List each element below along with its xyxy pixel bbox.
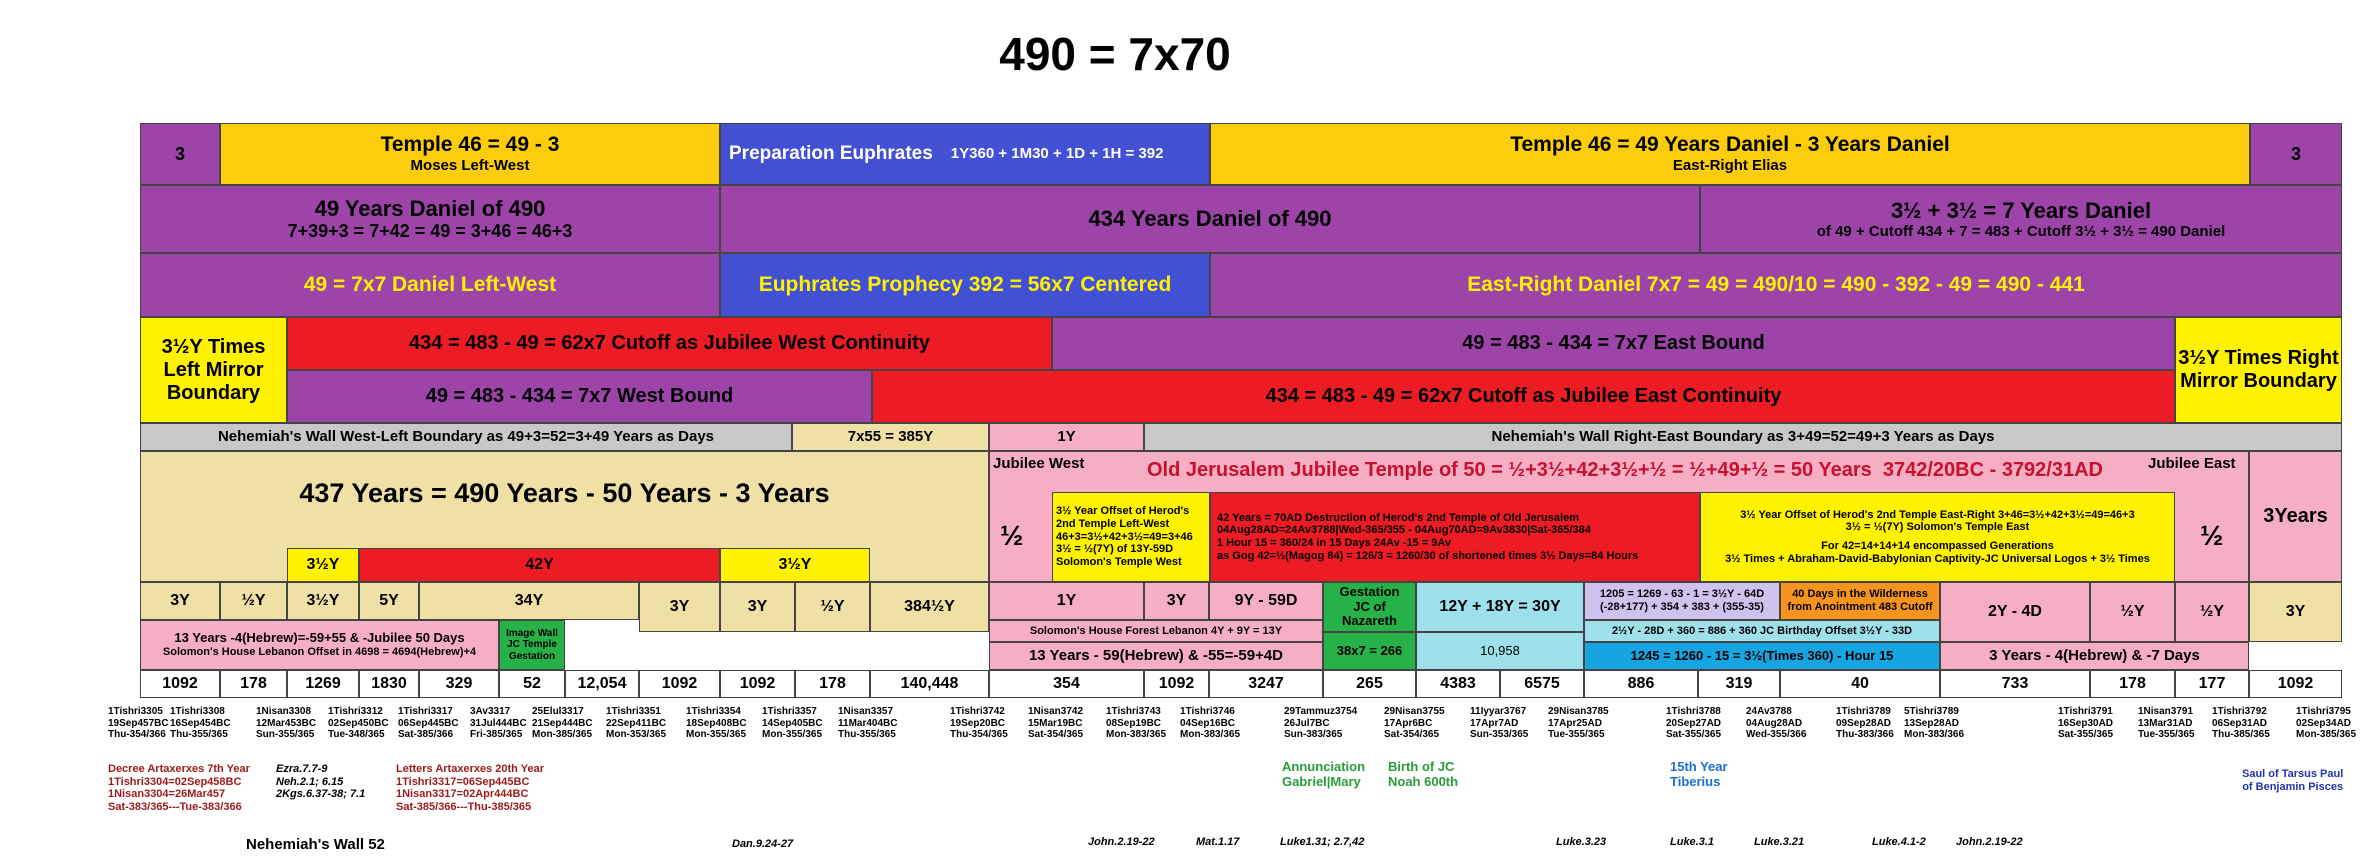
date-entry: 1Nisan3791 13Mar31AD Tue-355/365 — [2138, 706, 2195, 740]
date-entry: 1Tishri3789 09Sep28AD Thu-383/366 — [1836, 706, 1894, 740]
left-mirror-boundary: 3½Y Times Left Mirror Boundary — [140, 317, 287, 423]
cell-half-y-c: ½Y — [2090, 582, 2175, 642]
herod-west-offset: 3½ Year Offset of Herod's 2nd Temple Left-West 46+3=3½+42+3½=49=3+46 3½ = ½(7Y) of 13Y-59D Solomon's Temple West — [1052, 492, 1210, 582]
date-entry: 29Nisan3755 17Apr6BC Sat-354/365 — [1384, 706, 1445, 740]
date-entry: 1Nisan3308 12Mar453BC Sun-355/365 — [256, 706, 317, 740]
tiberius-note: 15th Year Tiberius — [1670, 759, 1728, 789]
daniel-49-years: 49 Years Daniel of 490 7+39+3 = 7+42 = 49 = 3+46 = 46+3 — [140, 185, 720, 253]
date-entry: 25Elul3317 21Sep444BC Mon-385/365 — [532, 706, 593, 740]
hour-15-cell: 1245 = 1260 - 15 = 3½(Times 360) - Hour 15 — [1584, 642, 1940, 670]
ref-luke-3-1[interactable]: Luke.3.1 — [1670, 836, 1715, 848]
date-entry: 1Tishri3354 18Sep408BC Mon-355/365 — [686, 706, 747, 740]
cell-3y-d: 3Y — [1144, 582, 1209, 620]
cell-30y: 12Y + 18Y = 30Y — [1416, 582, 1584, 632]
date-entry: 1Tishri3351 22Sep411BC Mon-353/365 — [606, 706, 667, 740]
date-entry: 1Tishri3742 19Sep20BC Thu-354/365 — [950, 706, 1008, 740]
cell-1y: 1Y — [989, 582, 1144, 620]
temple46-east: Temple 46 = 49 Years Daniel - 3 Years Daniel East-Right Elias — [1210, 123, 2250, 185]
jubilee-temple-title: Old Jerusalem Jubilee Temple of 50 = ½+3½+42+3½+½ = ½+49+½ = 50 Years 3742/20BC - 3792/31AD — [1147, 459, 2103, 481]
number-cell: 40 — [1780, 670, 1940, 698]
decree-note: Decree Artaxerxes 7th Year 1Tishri3304=02Sep458BC 1Nisan3304=26Mar457 Sat-383/365---Tue-383/366 — [108, 763, 250, 813]
date-entry: 24Av3788 04Aug28AD Wed-355/366 — [1746, 706, 1807, 740]
number-cell: 1092 — [140, 670, 220, 698]
ref-matthew[interactable]: Mat.1.17 — [1196, 836, 1240, 848]
date-entry: 1Tishri3746 04Sep16BC Mon-383/365 — [1180, 706, 1241, 740]
date-entry: 1Nisan3742 15Mar19BC Sat-354/365 — [1028, 706, 1084, 740]
page-title: 490 = 7x70 — [999, 28, 1231, 80]
cell-385y: 7x55 = 385Y — [792, 423, 989, 451]
left-3-cell: 3 — [140, 123, 220, 185]
date-entry: 1Tishri3308 16Sep454BC Thu-355/365 — [170, 706, 231, 740]
half-west: ½ — [1000, 520, 1024, 551]
date-entry: 1Tishri3795 02Sep34AD Mon-385/365 — [2296, 706, 2357, 740]
ref-luke-3-23[interactable]: Luke.3.23 — [1556, 836, 1607, 848]
cutoff-jubilee-east: 434 = 483 - 49 = 62x7 Cutoff as Jubilee East Continuity — [872, 370, 2175, 423]
ref-luke-3-21[interactable]: Luke.3.21 — [1754, 836, 1805, 848]
cell-3y-c: 3Y — [720, 582, 795, 632]
right-3-cell: 3 — [2250, 123, 2342, 185]
years-13-hebrew: 13 Years - 59(Hebrew) & -55=-59+4D — [989, 642, 1323, 670]
right-mirror-boundary: 3½Y Times Right Mirror Boundary — [2175, 317, 2342, 423]
date-entry: 29Tammuz3754 26Jul7BC Sun-383/365 — [1284, 706, 1358, 740]
number-cell: 354 — [989, 670, 1144, 698]
ref-john-2[interactable]: John.2.19-22 — [1956, 836, 2023, 848]
number-cell: 1092 — [639, 670, 720, 698]
temple46-west: Temple 46 = 49 - 3 Moses Left-West — [220, 123, 720, 185]
cell-3y-b: 3Y — [639, 582, 720, 632]
ref-daniel[interactable]: Dan.9.24-27 — [732, 838, 794, 850]
jubilee-west-label: Jubilee West — [993, 455, 1085, 472]
number-cell: 140,448 — [870, 670, 989, 698]
number-cell: 1092 — [720, 670, 795, 698]
jc-birthday-offset: 2½Y - 28D + 360 = 886 + 360 JC Birthday Offset 3½Y - 33D — [1584, 620, 1940, 642]
date-entry: 1Tishri3788 20Sep27AD Sat-355/365 — [1666, 706, 1722, 740]
number-cell: 733 — [1940, 670, 2090, 698]
number-cell: 178 — [2090, 670, 2175, 698]
date-entry: 1Tishri3743 08Sep19BC Mon-383/365 — [1106, 706, 1167, 740]
daniel-7-years: 3½ + 3½ = 7 Years Daniel of 49 + Cutoff 434 + 7 = 483 + Cutoff 3½ + 3½ = 490 Daniel — [1700, 185, 2342, 253]
daniel-434-years: 434 Years Daniel of 490 — [720, 185, 1700, 253]
birth-jc-note: Birth of JC Noah 600th — [1388, 759, 1459, 789]
number-cell: 52 — [499, 670, 565, 698]
nehemiah-wall-52: Nehemiah's Wall 52 — [246, 836, 385, 853]
jubilee-east-label: Jubilee East — [2148, 455, 2236, 472]
number-cell: 178 — [795, 670, 870, 698]
cell-3years-right: 3Years — [2249, 451, 2342, 582]
cell-10958: 10,958 — [1416, 632, 1584, 670]
cutoff-jubilee-west: 434 = 483 - 49 = 62x7 Cutoff as Jubilee West Continuity — [287, 317, 1052, 370]
number-cell: 4383 — [1416, 670, 1500, 698]
cell-5y: 5Y — [359, 582, 419, 620]
wilderness-40-days: 40 Days in the Wilderness from Anointment 483 Cutoff — [1780, 582, 1940, 620]
number-cell: 6575 — [1500, 670, 1584, 698]
number-cell: 329 — [419, 670, 499, 698]
number-cell: 1269 — [287, 670, 359, 698]
cell-3y-a: 3Y — [140, 582, 220, 620]
date-entry: 5Tishri3789 13Sep28AD Mon-383/366 — [1904, 706, 1965, 740]
date-entry: 1Tishri3791 16Sep30AD Sat-355/365 — [2058, 706, 2114, 740]
number-cell: 3247 — [1209, 670, 1323, 698]
number-cell: 178 — [220, 670, 287, 698]
number-cell: 1092 — [2249, 670, 2342, 698]
destruction-70ad: 42 Years = 70AD Destruction of Herod's 2nd Temple of Old Jerusalem 04Aug28AD=24Av3788|Wed-365/355 - 04Aug70AD=9Av3830|Sat-365/384 1 Hour 15 = 360/24 in 15 Days 24Av -15 = 9Av as Gog 42=½(Magog 84) = 126/3 = 1260/30 of shortened times 3½ Days=84 Hours — [1210, 492, 1700, 582]
euphrates-prophecy: Euphrates Prophecy 392 = 56x7 Centered — [720, 253, 1210, 317]
years-3-hebrew: 3 Years - 4(Hebrew) & -7 Days — [1940, 642, 2249, 670]
saul-note: Saul of Tarsus Paul of Benjamin Pisces — [2242, 768, 2344, 793]
half-east: ½ — [2200, 520, 2224, 551]
nehemiah-wall-west: Nehemiah's Wall West-Left Boundary as 49+3=52=3+49 Years as Days — [140, 423, 792, 451]
number-cell: 319 — [1698, 670, 1780, 698]
date-entry: 1Tishri3317 06Sep445BC Sat-385/366 — [398, 706, 459, 740]
herod-east-offset: 3½ Year Offset of Herod's 2nd Temple East-Right 3+46=3½+42+3½=49=46+3 3½ = ½(7Y) Solomon's Temple East For 42=14+14+14 encompassed Generations 3½ Times + Abraham-David-Babylonian Captivity-JC Universal Logos + 3½ Times — [1700, 492, 2175, 582]
ezra-note: Ezra.7.7-9 Neh.2.1; 6.15 2Kgs.6.37-38; 7.1 — [276, 763, 366, 801]
cell-38x7: 38x7 = 266 — [1323, 632, 1416, 670]
years-437-heading: 437 Years = 490 Years - 50 Years - 3 Years — [299, 478, 830, 508]
cell-42y: 42Y — [359, 548, 720, 582]
date-entry: 1Nisan3357 11Mar404BC Thu-355/365 — [838, 706, 898, 740]
daniel-left-west: 49 = 7x7 Daniel Left-West — [140, 253, 720, 317]
cell-2y-4d: 2Y - 4D — [1940, 582, 2090, 642]
date-entry: 3Av3317 31Jul444BC Fri-385/365 — [470, 706, 527, 740]
cell-384half-y: 384½Y — [870, 582, 989, 632]
cell-3half-y: 3½Y — [287, 582, 359, 620]
cell-34y: 34Y — [419, 582, 639, 620]
cell-9y-59d: 9Y - 59D — [1209, 582, 1323, 620]
letters-note: Letters Artaxerxes 20th Year 1Tishri3317=06Sep445BC 1Nisan3317=02Apr444BC Sat-385/366---Thu-385/365 — [396, 763, 544, 813]
image-wall-gestation: Image Wall JC Temple Gestation — [499, 620, 565, 670]
east-bound-49: 49 = 483 - 434 = 7x7 East Bound — [1052, 317, 2175, 370]
number-cell: 1092 — [1144, 670, 1209, 698]
cell-half-y-a: ½Y — [220, 582, 287, 620]
cell-1y-top: 1Y — [989, 423, 1144, 451]
date-entry: 1Tishri3305 19Sep457BC Thu-354/366 — [108, 706, 169, 740]
number-cell: 1830 — [359, 670, 419, 698]
east-right-daniel: East-Right Daniel 7x7 = 49 = 490/10 = 490 - 392 - 49 = 490 - 441 — [1210, 253, 2342, 317]
hebrew-offset-13y: 13 Years -4(Hebrew)=-59+55 & -Jubilee 50 Days Solomon's House Lebanon Offset in 4698 = 4694(Hebrew)+4 — [140, 620, 499, 670]
gestation-jc: Gestation JC of Nazareth — [1323, 582, 1416, 632]
ref-luke-4[interactable]: Luke.4.1-2 — [1872, 836, 1926, 848]
number-cell: 177 — [2175, 670, 2249, 698]
number-cell: 12,054 — [565, 670, 639, 698]
cell-3half-y-2: 3½Y — [720, 548, 870, 582]
preparation-euphrates: Preparation Euphrates 1Y360 + 1M30 + 1D + 1H = 392 — [720, 123, 1210, 185]
cell-1205: 1205 = 1269 - 63 - 1 = 3½Y - 64D (-28+177) + 354 + 383 + (355-35) — [1584, 582, 1780, 620]
cell-3y-e: 3Y — [2249, 582, 2342, 642]
west-bound-49: 49 = 483 - 434 = 7x7 West Bound — [287, 370, 872, 423]
cell-half-y-d: ½Y — [2175, 582, 2249, 642]
solomons-house: Solomon's House Forest Lebanon 4Y + 9Y = 13Y — [989, 620, 1323, 642]
cell-3half-y-1: 3½Y — [287, 548, 359, 582]
cell-half-y-b: ½Y — [795, 582, 870, 632]
ref-john-1[interactable]: John.2.19-22 — [1088, 836, 1155, 848]
date-entry: 29Nisan3785 17Apr25AD Tue-355/365 — [1548, 706, 1609, 740]
date-entry: 1Tishri3357 14Sep405BC Mon-355/365 — [762, 706, 823, 740]
date-entry: 11Iyyar3767 17Apr7AD Sun-353/365 — [1470, 706, 1529, 740]
ref-luke-1[interactable]: Luke1.31; 2.7,42 — [1280, 836, 1365, 848]
date-entry: 1Tishri3312 02Sep450BC Tue-348/365 — [328, 706, 389, 740]
annunciation-note: Annunciation Gabriel|Mary — [1282, 759, 1366, 789]
date-entry: 1Tishri3792 06Sep31AD Thu-385/365 — [2212, 706, 2270, 740]
nehemiah-wall-east: Nehemiah's Wall Right-East Boundary as 3+49=52=49+3 Years as Days — [1144, 423, 2342, 451]
number-cell: 886 — [1584, 670, 1698, 698]
number-cell: 265 — [1323, 670, 1416, 698]
